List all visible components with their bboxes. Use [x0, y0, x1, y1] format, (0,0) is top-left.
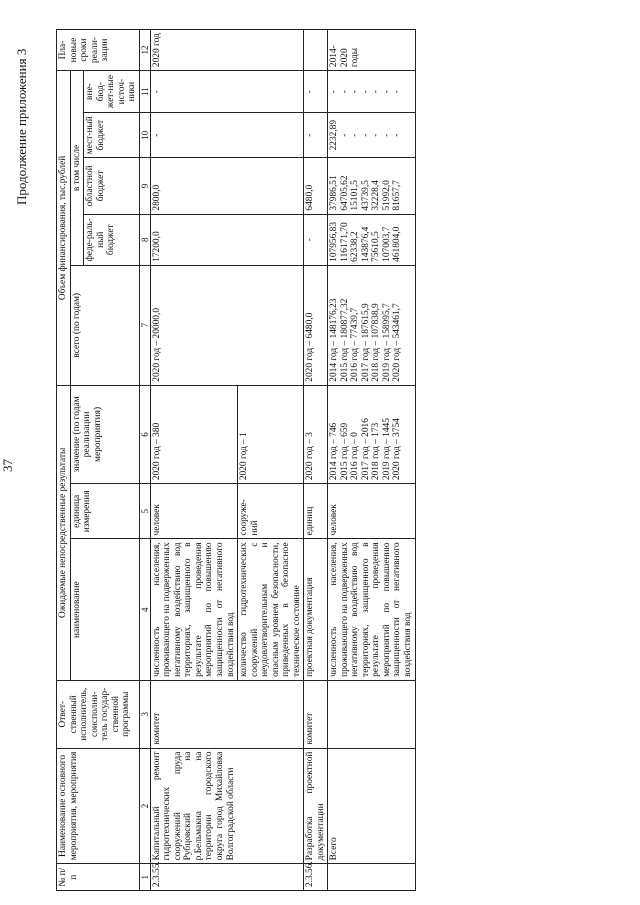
row-terms: 2020 год	[150, 30, 303, 71]
year-value: 2017 год – 2016	[360, 418, 371, 481]
th-fin-incl: в том числе	[70, 71, 84, 266]
total-regional	[328, 158, 415, 214]
local-value: -	[381, 133, 392, 137]
finance-total: 2020 год – 20000,0	[150, 265, 303, 385]
finance-federal: 17200,0	[150, 214, 303, 265]
result-value: 2020 год – 3	[304, 385, 328, 483]
th-no: № п/п	[57, 864, 140, 891]
regional-value: 43739,5	[360, 180, 371, 211]
col-number: 8	[139, 214, 150, 265]
th-res-value: значение (по годам реализации мероприятия)	[70, 385, 139, 483]
result-value: 2020 год – 1	[238, 385, 304, 483]
local-value: -	[392, 133, 403, 137]
th-res-name: наименование	[70, 539, 139, 680]
year-total: 2020 год – 543461,7	[392, 303, 403, 382]
th-terms: Пла-новые сроки реали-зации	[57, 30, 140, 71]
extra-value: -	[329, 90, 340, 94]
result-name: количество гидротехнических сооружений с неудовлетворительным и опасным уровнем безопасности, приведенных в безопасное техническое состояние	[238, 539, 304, 680]
th-name: Наименование основного мероприятия, мероприятия	[57, 748, 140, 864]
result-name: численность населения, проживающего на подверженных негативному воздействию вод территориях, защищенного в результате проведения мероприятий по повышению защищенности от негативного воздействия вод	[150, 539, 237, 680]
federal-value: 107003,7	[381, 226, 392, 262]
th-fin-federal: феде-раль-ный бюджет	[84, 214, 140, 265]
row-number: 2.3.56.	[304, 864, 328, 891]
row-terms	[304, 30, 328, 71]
federal-value: 116171,70	[339, 222, 350, 262]
total-executor	[328, 680, 415, 748]
extra-value: -	[350, 90, 361, 94]
th-fin-local: мест-ный бюджет	[84, 113, 140, 158]
extra-value: -	[360, 90, 371, 94]
year-value: 2015 год – 659	[339, 422, 350, 481]
finance-extra: -	[150, 71, 303, 113]
result-name: проектная документация	[304, 539, 328, 680]
col-number: 4	[139, 539, 150, 680]
year-value: 2020 год – 3754	[392, 418, 403, 481]
federal-value: 143876,4	[360, 226, 371, 262]
total-values	[328, 385, 415, 483]
col-number: 9	[139, 158, 150, 214]
result-unit: единиц	[304, 484, 328, 539]
year-total: 2014 год – 148176,23	[329, 298, 340, 382]
regional-value: 51992,0	[381, 180, 392, 211]
total-result-name: численность населения, проживающего на подверженных негативному воздействию вод территориях, защищенного в результате проведения мероприятий по повышению защищенности от негативного воздействия вод	[328, 539, 415, 680]
finance-extra: -	[304, 71, 328, 113]
local-value: -	[339, 133, 350, 137]
row-name: Капитальный ремонт гидротехнических сооружений пруда Рубцовский на р.Бельмакна на территории городского округа город Михайловка Волгоградской области	[150, 748, 303, 864]
finance-total: 2020 год – 6480,0	[304, 265, 328, 385]
year-total: 2019 год – 158995,7	[381, 303, 392, 382]
col-number: 12	[139, 30, 150, 71]
th-fin-extra: вне-бюд-жет-ные источ-ники	[84, 71, 140, 113]
regional-value: 15101,5	[350, 180, 361, 211]
year-value: 2014 год – 746	[329, 422, 340, 481]
year-total: 2016 год – 77439,7	[350, 307, 361, 382]
column-number-row	[139, 30, 150, 891]
th-res-unit: единица измерения	[70, 484, 139, 539]
th-fin-regional: областной бюджет	[84, 158, 140, 214]
finance-local: -	[304, 113, 328, 158]
th-executor: Ответ-ственный исполнитель, соисполни-тель государ-ственной программы	[57, 680, 140, 748]
col-number: 1	[139, 864, 150, 891]
total-result-unit: человек	[328, 484, 415, 539]
extra-value: -	[339, 90, 350, 94]
federal-value: 75610,5	[371, 231, 382, 262]
row-number: 2.3.55.	[150, 864, 303, 891]
appendix-caption: Продолжение приложения 3	[14, 48, 29, 205]
total-row	[328, 30, 415, 891]
total-label: Всего	[328, 748, 415, 864]
federal-value: 62338,2	[350, 231, 361, 262]
th-results-group: Ожидаемые непосредственные результаты	[57, 385, 71, 680]
header-row-1	[57, 30, 71, 891]
col-number: 5	[139, 484, 150, 539]
total-federal	[328, 214, 415, 265]
finance-federal: -	[304, 214, 328, 265]
extra-value: -	[381, 90, 392, 94]
finance-regional: 6480,0	[304, 158, 328, 214]
local-value: 2232,89	[329, 119, 340, 151]
year-total: 2015 год – 180877,32	[339, 298, 350, 382]
result-unit: человек	[150, 484, 237, 539]
regional-value: 64705,62	[339, 175, 350, 211]
year-total: 2018 год – 107838,9	[371, 303, 382, 382]
federal-value: 461804,0	[392, 226, 403, 262]
result-value: 2020 год – 380	[150, 385, 237, 483]
federal-value: 107956,83	[329, 221, 340, 262]
col-number: 11	[139, 71, 150, 113]
result-unit: сооруже-ний	[238, 484, 304, 539]
local-value: -	[360, 133, 371, 137]
th-fin-total: всего (по годам)	[70, 265, 139, 385]
local-value: -	[371, 133, 382, 137]
table-row	[304, 30, 328, 891]
total-number	[328, 864, 415, 891]
col-number: 6	[139, 385, 150, 483]
extra-value: -	[371, 90, 382, 94]
year-value: 2018 год – 173	[371, 422, 382, 481]
year-value: 2019 год – 1445	[381, 418, 392, 481]
total-terms: 2014-2020 годы	[328, 30, 415, 71]
year-value: 2016 год – 0	[350, 432, 361, 481]
col-number: 3	[139, 680, 150, 748]
table-row	[150, 30, 237, 891]
page-number: 37	[0, 459, 15, 472]
extra-value: -	[392, 90, 403, 94]
regional-value: 37986,51	[329, 175, 340, 211]
th-finance-group: Объем финансирования, тыс.рублей	[57, 71, 71, 386]
row-executor: комитет	[150, 680, 303, 748]
total-local	[328, 113, 415, 158]
regional-value: 81657,7	[392, 180, 403, 211]
local-value: -	[350, 133, 361, 137]
program-table	[56, 29, 416, 891]
total-finance	[328, 265, 415, 385]
year-total: 2017 год – 187615,9	[360, 303, 371, 382]
row-executor: комитет	[304, 680, 328, 748]
finance-regional: 2800,0	[150, 158, 303, 214]
total-extra	[328, 71, 415, 113]
col-number: 10	[139, 113, 150, 158]
col-number: 2	[139, 748, 150, 864]
row-name: Разработка проектной документации	[304, 748, 328, 864]
regional-value: 32228,4	[371, 180, 382, 211]
col-number: 7	[139, 265, 150, 385]
finance-local: -	[150, 113, 303, 158]
